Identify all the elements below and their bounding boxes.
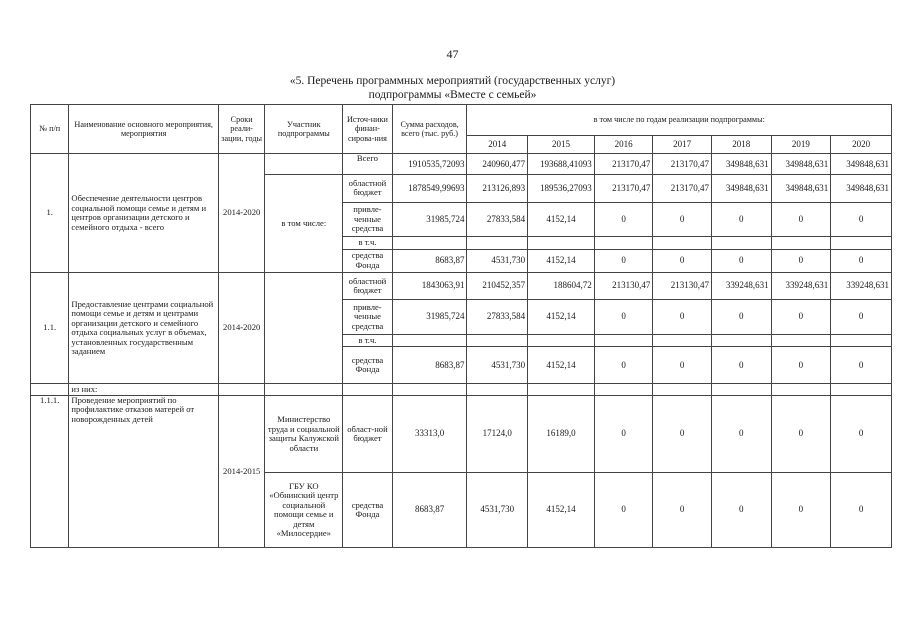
row-name: Предоставление центрами социальной помощи семье и детям и центрами организации детского и семейного отдыха социальных услуг в объемах, установленных государственным заданием: [69, 272, 219, 383]
cell-empty: [528, 384, 595, 396]
value-2019: 0: [771, 347, 831, 384]
value-2017: 0: [653, 249, 712, 272]
program-activities-table: [30, 104, 892, 548]
value-2016: 0: [594, 347, 653, 384]
value-2020: 0: [831, 300, 892, 335]
sum: 33313,0: [392, 395, 467, 473]
value-2016: [594, 334, 653, 347]
value-2017: 0: [653, 473, 712, 548]
value-2020: 0: [831, 473, 892, 548]
year-2015: 2015: [528, 136, 595, 154]
value-2016: 0: [594, 473, 653, 548]
value-2019: 0: [771, 473, 831, 548]
value-2014: 240960,477: [467, 154, 528, 175]
value-2016: 0: [594, 395, 653, 473]
cell-empty: [218, 384, 264, 396]
value-2015: 4152,14: [528, 249, 595, 272]
table-row: [31, 384, 892, 396]
cell-empty: [711, 384, 771, 396]
participant: Министерство труда и социальной защиты Калужской области: [265, 395, 343, 473]
value-2014: 27833,584: [467, 300, 528, 335]
value-2018: 0: [711, 249, 771, 272]
value-2015: 4152,14: [528, 473, 595, 548]
value-2017: 0: [653, 347, 712, 384]
table-row: [31, 395, 892, 473]
cell-empty: [594, 384, 653, 396]
value-2016: 213170,47: [594, 175, 653, 202]
header-sum: Сумма расходов, всего (тыс. руб.): [392, 105, 467, 154]
sum: 1878549,99693: [392, 175, 467, 202]
source: областной бюджет: [343, 272, 393, 299]
value-2020: 0: [831, 395, 892, 473]
participant-empty: [265, 154, 343, 175]
source: в т.ч.: [343, 334, 393, 347]
value-2014: 17124,0: [467, 395, 528, 473]
header-by-years: в том числе по годам реализации подпрограммы:: [467, 105, 892, 136]
row-terms: 2014-2015: [218, 395, 264, 547]
cell-empty: [831, 384, 892, 396]
value-2017: [653, 237, 712, 250]
sum: 31985,724: [392, 300, 467, 335]
sum: [392, 334, 467, 347]
row-num: 1.: [31, 154, 69, 273]
value-2017: 0: [653, 202, 712, 237]
value-2014: 4531,730: [467, 473, 528, 548]
year-2014: 2014: [467, 136, 528, 154]
participant: в том числе:: [265, 175, 343, 273]
value-2020: 339248,631: [831, 272, 892, 299]
value-2019: 0: [771, 202, 831, 237]
note-text: из них:: [69, 384, 219, 396]
row-terms: 2014-2020: [218, 154, 264, 273]
value-2015: 193688,41093: [528, 154, 595, 175]
table-row: [31, 272, 892, 299]
value-2015: 16189,0: [528, 395, 595, 473]
source: привле-ченные средства: [343, 300, 393, 335]
value-2015: 188604,72: [528, 272, 595, 299]
value-2019: 0: [771, 300, 831, 335]
value-2020: 0: [831, 249, 892, 272]
value-2015: 4152,14: [528, 347, 595, 384]
title-line-1: «5. Перечень программных мероприятий (государственных услуг): [289, 75, 616, 87]
header-terms: Сроки реали-зации, годы: [218, 105, 264, 154]
value-2016: 213170,47: [594, 154, 653, 175]
value-2018: [711, 237, 771, 250]
value-2016: 0: [594, 202, 653, 237]
value-2014: 27833,584: [467, 202, 528, 237]
sum: 8683,87: [392, 473, 467, 548]
value-2020: [831, 237, 892, 250]
value-2020: 349848,631: [831, 175, 892, 202]
value-2017: 213130,47: [653, 272, 712, 299]
source: Всего: [343, 154, 393, 175]
value-2014: 4531,730: [467, 347, 528, 384]
cell-empty: [265, 384, 343, 396]
cell-empty: [392, 384, 467, 396]
value-2020: 349848,631: [831, 154, 892, 175]
value-2018: 0: [711, 395, 771, 473]
year-2017: 2017: [653, 136, 712, 154]
value-2018: 0: [711, 347, 771, 384]
note-num-empty: [31, 384, 69, 396]
value-2015: [528, 237, 595, 250]
value-2019: 0: [771, 395, 831, 473]
value-2017: 0: [653, 300, 712, 335]
value-2019: [771, 334, 831, 347]
value-2017: [653, 334, 712, 347]
title-line-2: подпрограммы «Вместе с семьей»: [368, 89, 537, 101]
sum: 1843063,91: [392, 272, 467, 299]
sum: 8683,87: [392, 249, 467, 272]
value-2017: 0: [653, 395, 712, 473]
cell-empty: [653, 384, 712, 396]
year-2018: 2018: [711, 136, 771, 154]
row-name: Проведение мероприятий по профилактике отказов матерей от новорожденных детей: [69, 395, 219, 547]
header-name: Наименование основного мероприятия, мероприятия: [69, 105, 219, 154]
value-2018: 349848,631: [711, 175, 771, 202]
value-2019: 349848,631: [771, 175, 831, 202]
sum: 31985,724: [392, 202, 467, 237]
value-2016: 213130,47: [594, 272, 653, 299]
header-num: № п/п: [31, 105, 69, 154]
table-row: [31, 154, 892, 175]
value-2018: 0: [711, 473, 771, 548]
source: областной бюджет: [343, 175, 393, 202]
value-2020: 0: [831, 347, 892, 384]
header-sources: Источ-ники финан-сирова-ния: [343, 105, 393, 154]
row-name: Обеспечение деятельности центров социальной помощи семье и детям и центров организации детского и семейного отдыха - всего: [69, 154, 219, 273]
row-terms: 2014-2020: [218, 272, 264, 383]
year-2020: 2020: [831, 136, 892, 154]
page-number: 47: [446, 47, 459, 61]
value-2014: 210452,357: [467, 272, 528, 299]
value-2018: 349848,631: [711, 154, 771, 175]
source: привле-ченные средства: [343, 202, 393, 237]
source: област-ной бюджет: [343, 395, 393, 473]
year-2016: 2016: [594, 136, 653, 154]
value-2016: 0: [594, 249, 653, 272]
header-row-1: [31, 105, 892, 136]
value-2014: [467, 237, 528, 250]
cell-empty: [467, 384, 528, 396]
sum: 1910535,72093: [392, 154, 467, 175]
header-participant: Участник подпрограммы: [265, 105, 343, 154]
participant: ГБУ КО «Обнинский центр социальной помощи семье и детям «Милосердие»: [265, 473, 343, 548]
value-2019: [771, 237, 831, 250]
year-2019: 2019: [771, 136, 831, 154]
value-2020: [831, 334, 892, 347]
document-title: [0, 74, 905, 102]
program-table-wrapper: [30, 104, 892, 548]
row-num: 1.1.1.: [31, 395, 69, 547]
value-2016: [594, 237, 653, 250]
value-2018: 339248,631: [711, 272, 771, 299]
value-2015: [528, 334, 595, 347]
source: средства Фонда: [343, 473, 393, 548]
value-2019: 339248,631: [771, 272, 831, 299]
value-2014: 213126,893: [467, 175, 528, 202]
source: средства Фонда: [343, 249, 393, 272]
cell-empty: [343, 384, 393, 396]
source: в т.ч.: [343, 237, 393, 250]
source: средства Фонда: [343, 347, 393, 384]
value-2017: 213170,47: [653, 175, 712, 202]
value-2017: 213170,47: [653, 154, 712, 175]
sum: 8683,87: [392, 347, 467, 384]
row-num: 1.1.: [31, 272, 69, 383]
value-2015: 4152,14: [528, 202, 595, 237]
participant-empty: [265, 272, 343, 383]
value-2018: [711, 334, 771, 347]
cell-empty: [771, 384, 831, 396]
value-2020: 0: [831, 202, 892, 237]
value-2019: 349848,631: [771, 154, 831, 175]
value-2018: 0: [711, 202, 771, 237]
value-2019: 0: [771, 249, 831, 272]
value-2014: 4531,730: [467, 249, 528, 272]
value-2016: 0: [594, 300, 653, 335]
value-2014: [467, 334, 528, 347]
value-2018: 0: [711, 300, 771, 335]
value-2015: 189536,27093: [528, 175, 595, 202]
sum: [392, 237, 467, 250]
value-2015: 4152,14: [528, 300, 595, 335]
